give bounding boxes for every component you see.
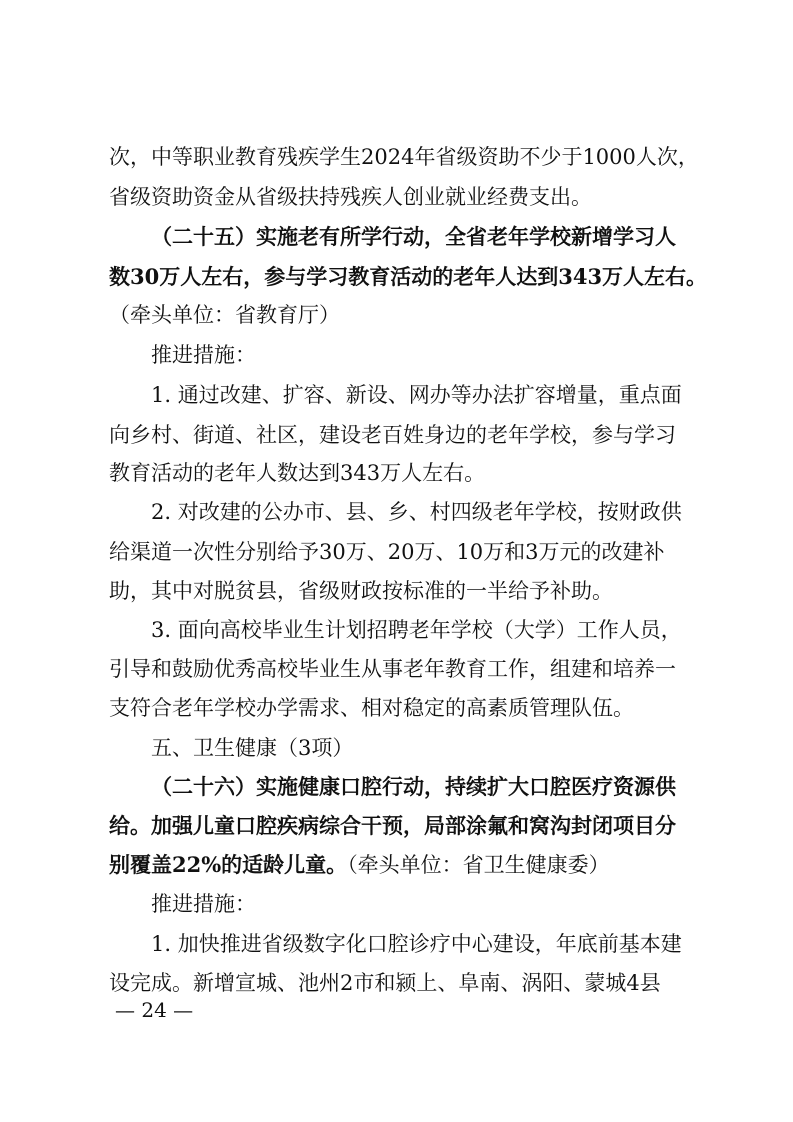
paragraph-line: 2. 对改建的公办市、县、乡、村四级老年学校，按财政供 — [151, 500, 682, 524]
lead-unit-fragment: （牵头单位：省卫生健康委） — [347, 853, 610, 877]
paragraph-line: 给渠道一次性分别给予30万、20万、10万和3万元的改建补 — [109, 540, 665, 564]
paragraph-line: 向乡村、街道、社区，建设老百姓身边的老年学校，参与学习 — [109, 423, 676, 447]
section-heading-line: （二十六）实施健康口腔行动，持续扩大口腔医疗资源供 — [151, 774, 676, 799]
lead-unit-line: （牵头单位：省教育厅） — [109, 303, 340, 327]
paragraph-line: 1. 通过改建、扩容、新设、网办等办法扩容增量，重点面 — [151, 383, 682, 407]
section-heading-line: 给。加强儿童口腔疾病综合干预，局部涂氟和窝沟封闭项目分 — [109, 813, 676, 838]
measures-label: 推进措施： — [151, 892, 256, 916]
measures-label: 推进措施： — [151, 343, 256, 367]
paragraph-line: 设完成。新增宣城、池州2市和颍上、阜南、涡阳、蒙城4县 — [109, 971, 661, 995]
section-heading-line: （二十五）实施老有所学行动，全省老年学校新增学习人 — [151, 224, 676, 249]
paragraph-line: 教育活动的老年人数达到343万人左右。 — [109, 461, 486, 485]
paragraph-line: 引导和鼓励优秀高校毕业生从事老年教育工作，组建和培养一 — [109, 657, 676, 681]
paragraph-line: 助，其中对脱贫县，省级财政按标准的一半给予补助。 — [109, 579, 613, 603]
paragraph-line: 3. 面向高校毕业生计划招聘老年学校（大学）工作人员， — [151, 618, 682, 642]
paragraph-line: 1. 加快推进省级数字化口腔诊疗中心建设，年底前基本建 — [151, 932, 682, 956]
section-heading-line: 数30万人左右，参与学习教育活动的老年人达到343万人左右。 — [109, 264, 708, 289]
paragraph-line: 省级资助资金从省级扶持残疾人创业就业经费支出。 — [109, 185, 592, 209]
section-heading-fragment: 别覆盖22%的适龄儿童。 — [109, 852, 348, 877]
chapter-heading: 五、卫生健康（3项） — [151, 736, 354, 760]
section-heading-mixed-line — [0, 850, 793, 880]
page-number: — 24 — — [115, 998, 194, 1022]
paragraph-line: 次，中等职业教育残疾学生2024年省级资助不少于1000人次， — [109, 145, 699, 169]
paragraph-line: 支符合老年学校办学需求、相对稳定的高素质管理队伍。 — [109, 696, 634, 720]
